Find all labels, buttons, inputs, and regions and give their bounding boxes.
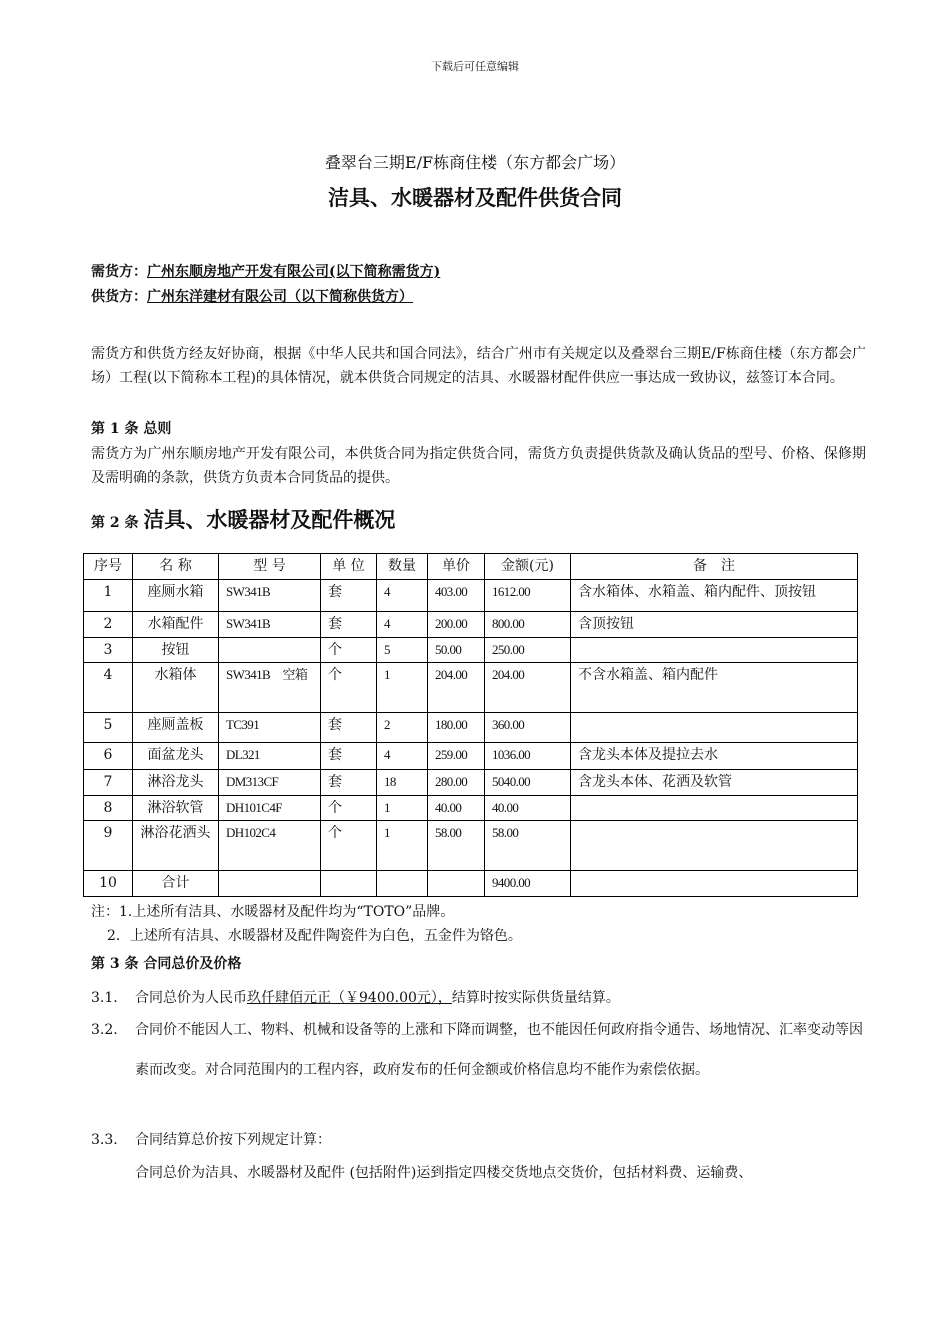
cell-index: 10 (84, 871, 133, 897)
table-row (84, 580, 858, 612)
cell-amount: 360.00 (485, 713, 571, 743)
cell-model: SW341B (219, 580, 321, 612)
cell-model (219, 638, 321, 663)
table-row (84, 796, 858, 821)
cell-unit: 套 (321, 713, 377, 743)
cell-model (219, 871, 321, 897)
table-row (84, 871, 858, 897)
cell-model: DM313CF (219, 770, 321, 796)
cell-unit-price: 259.00 (428, 743, 485, 770)
cell-model: TC391 (219, 713, 321, 743)
article-1-body: 需货方为广州东顺房地产开发有限公司，本供货合同为指定供货合同，需货方负责提供货款及确认货品的型号、价格、保修期及需明确的条款，供货方负责本合同货品的提供。 (91, 446, 866, 486)
cell-amount: 58.00 (485, 821, 571, 871)
cell-unit: 个 (321, 638, 377, 663)
cell-model: SW341B (219, 612, 321, 638)
cell-quantity: 1 (377, 663, 428, 713)
cell-unit: 套 (321, 580, 377, 612)
cell-unit: 套 (321, 770, 377, 796)
cell-model: DL321 (219, 743, 321, 770)
cell-name: 淋浴花洒头 (133, 821, 219, 871)
cell-quantity: 5 (377, 638, 428, 663)
cell-unit-price: 403.00 (428, 580, 485, 612)
buyer-value: 广州东顺房地产开发有限公司(以下简称需货方) (147, 264, 441, 280)
cell-remarks (571, 821, 858, 871)
clause-3-1-text-a: 合同总价为人民币 (135, 990, 247, 1006)
cell-name: 淋浴软管 (133, 796, 219, 821)
cell-name: 淋浴龙头 (133, 770, 219, 796)
note-2: 2．上述所有洁具、水暖器材及配件陶瓷件为白色，五金件为铬色。 (107, 928, 522, 944)
cell-index: 5 (84, 713, 133, 743)
document-title: 洁具、水暖器材及配件供货合同 (328, 185, 622, 210)
table-row (84, 663, 858, 713)
items-table (83, 553, 858, 897)
cell-remarks: 含龙头本体、花洒及软管 (571, 770, 858, 796)
seller-value: 广州东洋建材有限公司（以下简称供货方） (147, 289, 413, 305)
cell-amount: 40.00 (485, 796, 571, 821)
cell-remarks (571, 796, 858, 821)
clause-3-2 (91, 1018, 870, 1138)
cell-model: DH101C4F (219, 796, 321, 821)
cell-quantity: 2 (377, 713, 428, 743)
buyer-party (91, 261, 440, 281)
cell-unit-price: 58.00 (428, 821, 485, 871)
cell-unit (321, 871, 377, 897)
clause-3-2-body: 合同价不能因人工、物料、机械和设备等的上涨和下降而调整，也不能因任何政府指令通告、场地情况、汇率变动等因素而改变。对合同范围内的工程内容，政府发布的任何金额或价格信息均不能作为索偿依据。 (135, 1022, 863, 1078)
header-model: 型 号 (219, 554, 321, 580)
cell-remarks (571, 638, 858, 663)
clause-3-1-number: 3.1. (91, 990, 118, 1006)
cell-quantity: 18 (377, 770, 428, 796)
table-row (84, 821, 858, 871)
header-name: 名 称 (133, 554, 219, 580)
intro-paragraph: 需货方和供货方经友好协商，根据《中华人民共和国合同法》，结合广州市有关规定以及叠翠台三期E/F栋商住楼（东方都会广场）工程(以下简称本工程)的具体情况，就本供货合同规定的洁具、水暖器材配件供应一事达成一致协议，兹签订本合同。 (91, 346, 866, 386)
cell-quantity: 1 (377, 821, 428, 871)
cell-unit-price: 40.00 (428, 796, 485, 821)
article-2-title: 洁具、水暖器材及配件概况 (143, 507, 396, 532)
header-note: 下载后可任意编辑 (431, 60, 519, 73)
cell-index: 6 (84, 743, 133, 770)
cell-quantity: 4 (377, 743, 428, 770)
cell-quantity: 4 (377, 612, 428, 638)
cell-name: 座厕盖板 (133, 713, 219, 743)
cell-remarks: 含顶按钮 (571, 612, 858, 638)
cell-unit-price: 200.00 (428, 612, 485, 638)
cell-unit: 个 (321, 796, 377, 821)
cell-unit-price: 204.00 (428, 663, 485, 713)
cell-model: SW341B 空箱 (219, 663, 321, 713)
cell-index: 2 (84, 612, 133, 638)
seller-party (91, 286, 413, 306)
clause-3-1 (91, 986, 870, 1010)
cell-name: 按钮 (133, 638, 219, 663)
header-quantity: 数量 (377, 554, 428, 580)
cell-remarks: 含龙头本体及提拉去水 (571, 743, 858, 770)
cell-amount: 250.00 (485, 638, 571, 663)
cell-unit: 个 (321, 821, 377, 871)
clause-3-2-number: 3.2. (91, 1022, 118, 1038)
clause-3-1-amount: 玖仟肆佰元正（￥9400.00元）， (247, 990, 452, 1006)
cell-remarks: 不含水箱盖、箱内配件 (571, 663, 858, 713)
cell-remarks (571, 871, 858, 897)
article-1-heading (91, 418, 171, 438)
header-index: 序号 (84, 554, 133, 580)
clause-3-1-text-b: 结算时按实际供货量结算。 (451, 990, 620, 1006)
clause-3-1-body (135, 986, 870, 1010)
table-row (84, 743, 858, 770)
article-3-heading (91, 953, 241, 973)
header-unit-price: 单价 (428, 554, 485, 580)
table-row (84, 713, 858, 743)
cell-unit: 个 (321, 663, 377, 713)
article-3-prefix: 第 3 条 (91, 956, 139, 972)
cell-quantity (377, 871, 428, 897)
header-remarks: 备 注 (571, 554, 858, 580)
article-3-title: 合同总价及价格 (143, 956, 242, 972)
article-1-title: 总则 (143, 421, 172, 437)
cell-name: 合计 (133, 871, 219, 897)
table-row (84, 770, 858, 796)
table-row (84, 612, 858, 638)
seller-label: 供货方： (91, 289, 147, 305)
cell-remarks (571, 713, 858, 743)
cell-amount: 9400.00 (485, 871, 571, 897)
header-amount: 金额(元) (485, 554, 571, 580)
cell-amount: 1612.00 (485, 580, 571, 612)
clause-3-3-body: 合同结算总价按下列规定计算： (135, 1132, 331, 1148)
cell-name: 面盆龙头 (133, 743, 219, 770)
cell-model: DH102C4 (219, 821, 321, 871)
cell-unit-price: 280.00 (428, 770, 485, 796)
table-row (84, 638, 858, 663)
cell-amount: 1036.00 (485, 743, 571, 770)
article-1-prefix: 第 1 条 (91, 421, 139, 437)
header-unit: 单 位 (321, 554, 377, 580)
article-2-heading (91, 504, 395, 534)
cell-index: 1 (84, 580, 133, 612)
cell-name: 水箱配件 (133, 612, 219, 638)
cell-unit-price: 50.00 (428, 638, 485, 663)
cell-unit: 套 (321, 612, 377, 638)
clause-3-3-number: 3.3. (91, 1132, 118, 1148)
cell-index: 4 (84, 663, 133, 713)
cell-index: 9 (84, 821, 133, 871)
cell-quantity: 4 (377, 580, 428, 612)
cell-index: 8 (84, 796, 133, 821)
cell-amount: 800.00 (485, 612, 571, 638)
buyer-label: 需货方： (91, 264, 147, 280)
note-1: 注：1.上述所有洁具、水暖器材及配件均为“TOTO”品牌。 (91, 904, 455, 920)
document-subtitle: 叠翠台三期E/F栋商住楼（东方都会广场） (324, 153, 626, 172)
cell-unit-price (428, 871, 485, 897)
cell-unit: 套 (321, 743, 377, 770)
clause-3-3-continuation: 合同总价为洁具、水暖器材及配件 (包括附件)运到指定四楼交货地点交货价，包括材料费、运输费、 (135, 1165, 753, 1181)
table-header-row (84, 554, 858, 580)
cell-amount: 5040.00 (485, 770, 571, 796)
cell-unit-price: 180.00 (428, 713, 485, 743)
cell-index: 3 (84, 638, 133, 663)
cell-name: 座厕水箱 (133, 580, 219, 612)
clause-3-3 (91, 1128, 870, 1152)
article-2-prefix: 第 2 条 (91, 515, 139, 531)
cell-amount: 204.00 (485, 663, 571, 713)
cell-index: 7 (84, 770, 133, 796)
cell-remarks: 含水箱体、水箱盖、箱内配件、顶按钮 (571, 580, 858, 612)
cell-name: 水箱体 (133, 663, 219, 713)
cell-quantity: 1 (377, 796, 428, 821)
